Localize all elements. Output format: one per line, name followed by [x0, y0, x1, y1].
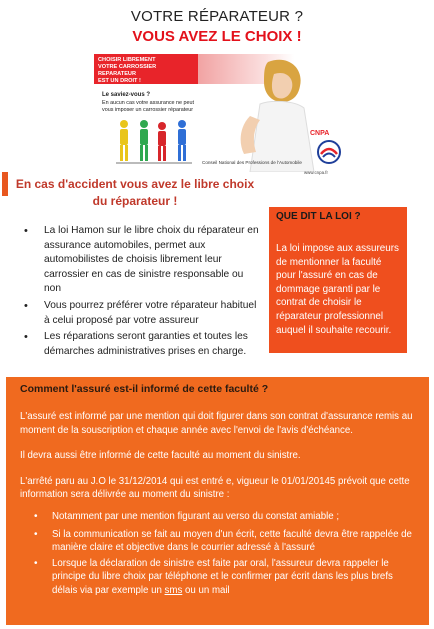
info-box [6, 377, 429, 625]
list-item [18, 557, 417, 598]
figure-green [140, 120, 148, 161]
cnpa-caption: Conseil National des Professions de l'Automobile [202, 160, 302, 165]
figure-blue [178, 120, 186, 161]
figure-yellow [120, 120, 128, 161]
info-box-title: Comment l'assuré est-il informé de cette faculté ? [20, 383, 269, 395]
info-paragraph: L'arrêté paru au J.O le 31/12/2014 qui est entré e, vigueur le 01/01/20145 prévoit que cette information sera délivrée au moment du sinistre : [20, 475, 410, 501]
poster-banner-line: EST UN DROIT ! [98, 78, 141, 84]
cnpa-url: www.cnpa.fr [304, 170, 328, 175]
poster-banner [94, 54, 198, 84]
cnpa-logo [314, 132, 344, 166]
poster-saviez-text: En aucun cas votre assurance ne peut vous imposer un carrossier réparateur [102, 100, 194, 113]
woman-illustration [230, 56, 322, 172]
page-subtitle: VOUS AVEZ LE CHOIX ! [132, 28, 302, 45]
cnpa-logo-text: CNPA [310, 130, 330, 137]
info-bullet-list [18, 510, 417, 598]
figures-illustration [96, 116, 216, 166]
figure-red [158, 122, 166, 161]
info-paragraph: L'assuré est informé par une mention qui doit figurer dans son contrat d'assurance remis au moment de la souscription et chaque année avec l'envoi de l'avis d'échéance. [20, 411, 413, 436]
law-box-title: QUE DIT LA LOI ? [276, 211, 361, 222]
poster-saviez-title: Le saviez-vous ? [102, 92, 151, 98]
list-item-text: ou un mail [182, 584, 230, 596]
poster-saviez [102, 92, 202, 114]
section-heading: En cas d'accident vous avez le libre choix du réparateur ! [15, 177, 255, 208]
law-box-text: La loi impose aux assureurs de mentionner la faculté pour l'assuré en cas de dommage garanti par le contrat de choisir le réparateur professionnel auquel il souhaite recourir. [276, 243, 399, 336]
heading-accent-bar [2, 172, 8, 196]
list-item: • Notamment par une mention figurant au verso du constat amiable ; [18, 510, 417, 524]
info-paragraph: Il devra aussi être informé de cette faculté au moment du sinistre. [20, 450, 301, 462]
list-item: • Vous pourrez préférer votre réparateur habituel à celui proposé par votre assureur [30, 299, 262, 328]
list-item: • La loi Hamon sur le libre choix du réparateur en assurance automobiles, permet aux automobilistes de choisis librement leur carrossier en cas de sinistre responsable ou non [30, 224, 262, 297]
page-title: VOTRE RÉPARATEUR ? [130, 8, 304, 25]
law-box [269, 207, 407, 353]
list-item: • Les réparations seront garanties et toutes les démarches administratives prises en charge. [30, 330, 262, 359]
cnpa-poster [92, 50, 342, 178]
left-bullet-list [30, 224, 262, 361]
poster-banner-line: VOTRE CARROSSIER REPARATEUR [98, 64, 157, 77]
list-item: • Si la communication se fait au moyen d'un écrit, cette faculté devra être rappelée de manière claire et objective dans le courrier adressé à l'assuré [18, 528, 417, 555]
list-item-text: Lorsque la déclaration de sinistre est faite par oral, l'assureur devra rappeler le principe du libre choix par téléphone et le confirmer par écrit dans les plus brefs délais via par exemple un [52, 557, 393, 596]
sms-link[interactable]: sms [164, 584, 183, 596]
ground-shadow [116, 162, 192, 164]
poster-banner-line: CHOISIR LIBREMENT [98, 57, 156, 63]
